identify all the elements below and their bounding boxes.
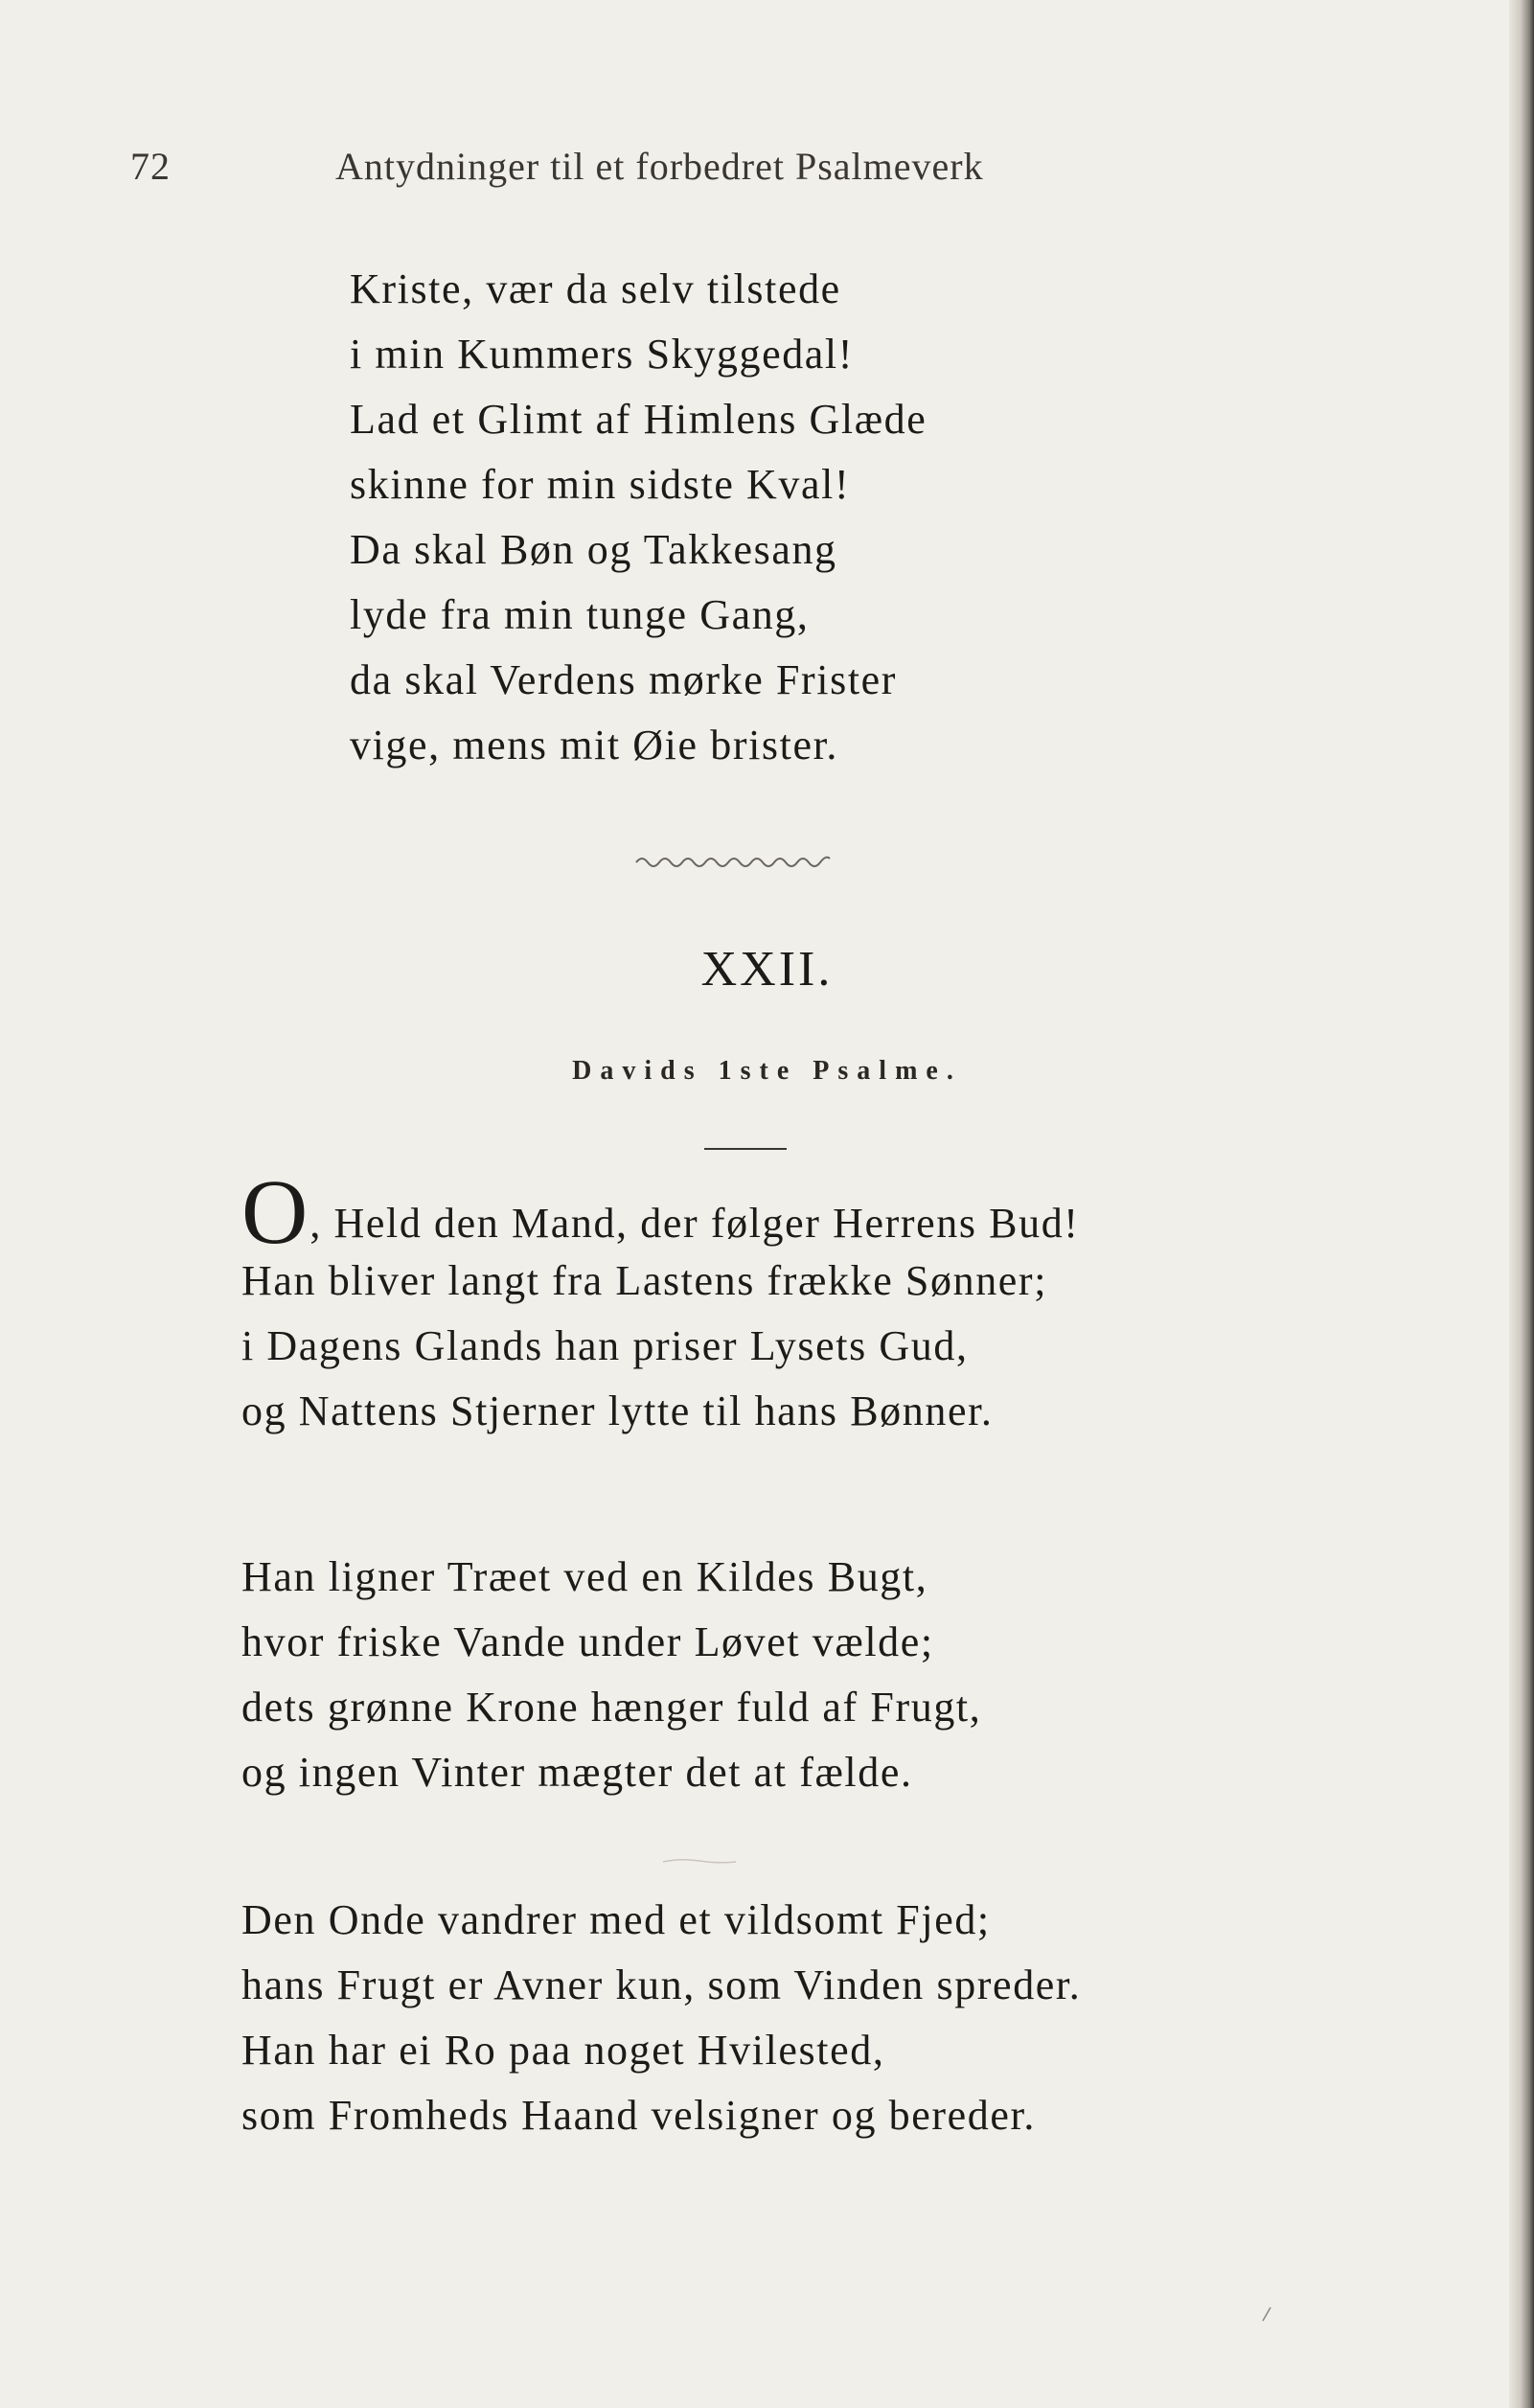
verse-line: hvor friske Vande under Løvet vælde;	[241, 1618, 934, 1665]
psalm-stanza-1	[241, 1160, 1080, 1444]
verse-line: i Dagens Glands han priser Lysets Gud,	[241, 1322, 969, 1369]
section-subtitle: Davids 1ste Psalme.	[572, 1056, 962, 1086]
verse-line: Han ligner Træet ved en Kildes Bugt,	[241, 1553, 928, 1600]
drop-initial: O	[241, 1160, 309, 1263]
ornament-divider	[634, 851, 832, 870]
page-number: 72	[130, 145, 171, 188]
paper-mark	[1261, 2305, 1272, 2323]
section-number: XXII.	[700, 942, 834, 997]
verse-line: Den Onde vandrer med et vildsomt Fjed;	[241, 1896, 991, 1943]
title-rule	[704, 1148, 787, 1150]
running-title: Antydninger til et forbedret Psalmeverk	[335, 145, 984, 188]
page-edge-shadow	[1509, 0, 1534, 2408]
verse-line: og ingen Vinter mægter det at fælde.	[241, 1749, 913, 1796]
verse-line: Da skal Bøn og Takkesang	[350, 526, 837, 573]
paper-speck	[661, 1857, 738, 1865]
verse-line: vige, mens mit Øie brister.	[350, 722, 839, 768]
verse-line: og Nattens Stjerner lytte til hans Bønner.	[241, 1387, 994, 1434]
verse-line: dets grønne Krone hænger fuld af Frugt,	[241, 1684, 982, 1731]
running-header	[0, 144, 1534, 201]
verse-line: som Fromheds Haand velsigner og bereder.	[241, 2092, 1036, 2139]
verse-line: skinne for min sidste Kval!	[350, 461, 851, 508]
verse-line-first-text: , Held den Mand, der følger Herrens Bud!	[309, 1200, 1080, 1247]
psalm-stanza-2	[241, 1545, 981, 1805]
verse-line: Lad et Glimt af Himlens Glæde	[350, 396, 927, 443]
verse-line: lyde fra min tunge Gang,	[350, 591, 810, 638]
verse-line: Han har ei Ro paa noget Hvilested,	[241, 2027, 885, 2074]
previous-stanza	[350, 257, 927, 778]
verse-line: i min Kummers Skyggedal!	[350, 331, 855, 378]
verse-line-first	[241, 1160, 1080, 1263]
verse-line: Han bliver langt fra Lastens frække Sønner;	[241, 1257, 1048, 1304]
psalm-stanza-3	[241, 1888, 1081, 2148]
verse-line: da skal Verdens mørke Frister	[350, 656, 898, 703]
verse-line: hans Frugt er Avner kun, som Vinden spreder.	[241, 1961, 1082, 2008]
verse-line: Kriste, vær da selv tilstede	[350, 265, 841, 312]
